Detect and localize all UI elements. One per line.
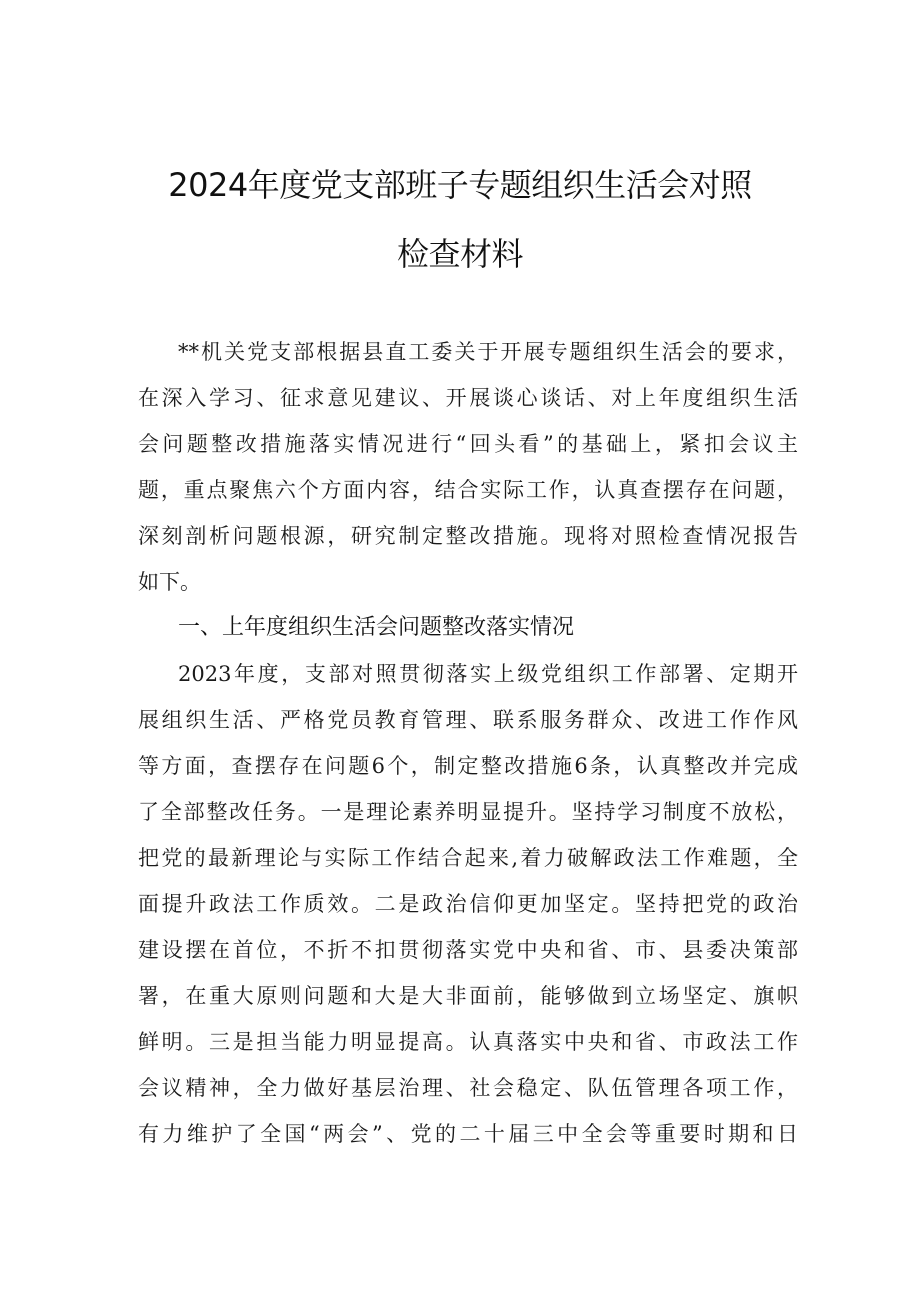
section-paragraph-line: 了全部整改任务。一是理论素养明显提升。坚持学习制度不放松，: [138, 800, 798, 824]
section-paragraph-line: 等方面，查摆存在问题6个，制定整改措施6条，认真整改并完成: [138, 754, 798, 778]
section-paragraph-line: 建设摆在首位，不折不扣贯彻落实党中央和省、市、县委决策部: [138, 938, 798, 962]
section-paragraph-line: 鲜明。三是担当能力明显提高。认真落实中央和省、市政法工作: [138, 1030, 798, 1054]
section-paragraph-line: 署，在重大原则问题和大是大非面前，能够做到立场坚定、旗帜: [138, 984, 798, 1008]
section-heading: 一、上年度组织生活会问题整改落实情况: [178, 615, 575, 640]
section-paragraph-line: 展组织生活、严格党员教育管理、联系服务群众、改进工作作风: [138, 708, 798, 732]
intro-paragraph-line: 在深入学习、征求意见建议、开展谈心谈话、对上年度组织生活: [138, 386, 798, 410]
intro-paragraph-line: 会问题整改措施落实情况进行“回头看”的基础上，紧扣会议主: [138, 432, 798, 456]
document-title-line-1: 2024年度党支部班子专题组织生活会对照: [168, 166, 752, 204]
section-paragraph-line: 把党的最新理论与实际工作结合起来,着力破解政法工作难题，全: [138, 846, 798, 870]
intro-paragraph-line: 题，重点聚焦六个方面内容，结合实际工作，认真查摆存在问题，: [138, 478, 798, 502]
section-paragraph-line: 有力维护了全国“两会”、党的二十届三中全会等重要时期和日: [138, 1122, 798, 1146]
section-paragraph-line: 面提升政法工作质效。二是政治信仰更加坚定。坚持把党的政治: [138, 892, 798, 916]
intro-paragraph-line: 深刻剖析问题根源，研究制定整改措施。现将对照检查情况报告: [138, 524, 798, 548]
intro-paragraph-line: **机关党支部根据县直工委关于开展专题组织生活会的要求，: [178, 340, 798, 364]
document-title-line-2: 检查材料: [396, 235, 523, 273]
section-paragraph-line: 会议精神，全力做好基层治理、社会稳定、队伍管理各项工作，: [138, 1076, 798, 1100]
intro-paragraph-line: 如下。: [138, 570, 201, 594]
section-paragraph-line: 2023年度，支部对照贯彻落实上级党组织工作部署、定期开: [178, 662, 798, 686]
